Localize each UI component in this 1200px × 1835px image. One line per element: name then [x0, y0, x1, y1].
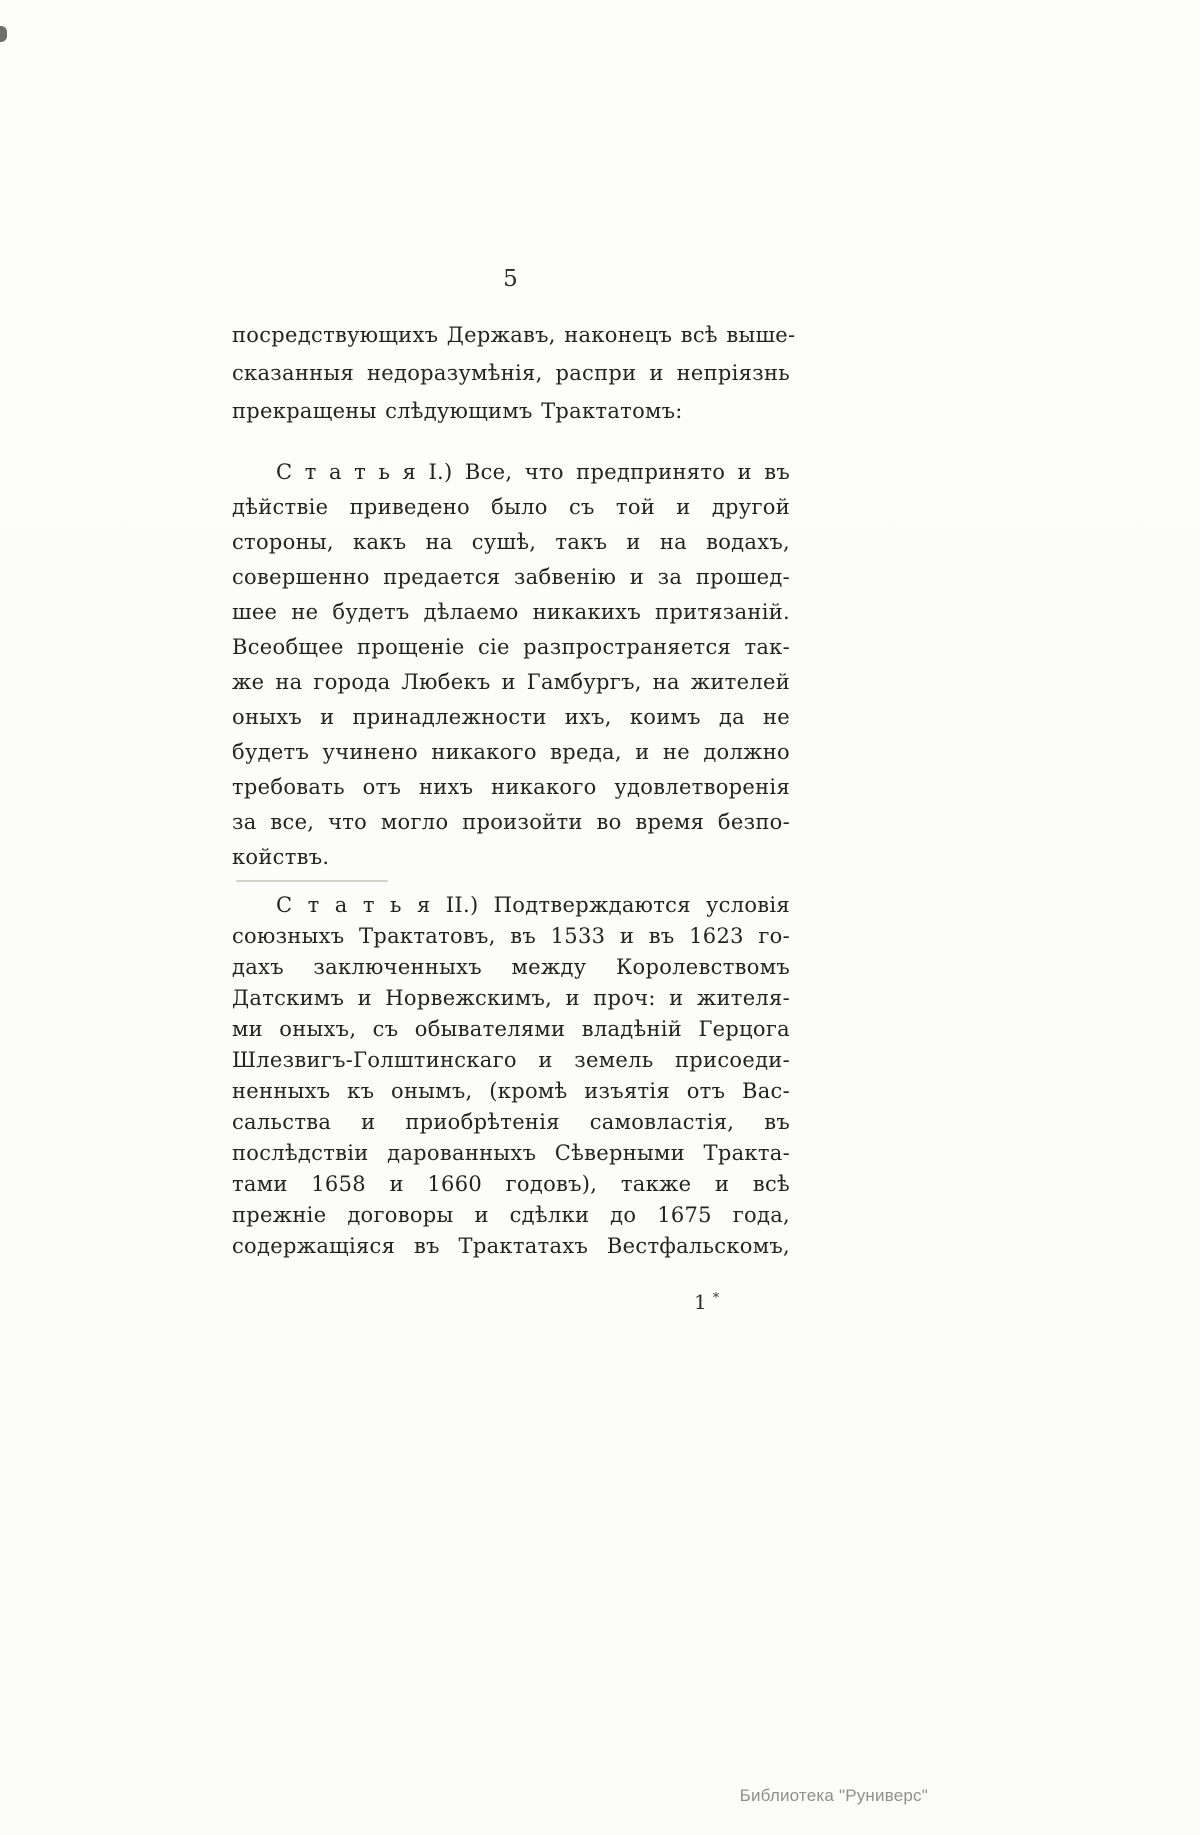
page-number: 5 [503, 266, 519, 292]
paragraph-intro [232, 316, 796, 430]
text-line: прежніе договоры и сдѣлки до 1675 года, [232, 1203, 790, 1227]
text-line: Датскимъ и Норвежскимъ, и проч: и жителя- [232, 986, 790, 1010]
text-line: же на города Любекъ и Гамбургъ, на жителей [232, 670, 790, 694]
text-line: послѣдствіи дарованныхъ Сѣверными Тракта- [232, 1141, 790, 1165]
text-line: ненныхъ къ онымъ, (кромѣ изъятія отъ Вас- [232, 1079, 790, 1103]
text-line: С т а т ь я II.) Подтверждаются условія [276, 893, 790, 917]
scan-artifact-line [236, 880, 388, 882]
text-line: сказанныя недоразумѣнія, распри и непріязнь [232, 361, 790, 385]
text-line: дахъ заключенныхъ между Королевствомъ [232, 955, 790, 979]
printer-signature [694, 1290, 719, 1314]
text-line: будетъ учинено никакого вреда, и не должно [232, 740, 790, 764]
text-line: союзныхъ Трактатовъ, въ 1533 и въ 1623 го- [232, 924, 790, 948]
signature-mark: * [712, 1291, 720, 1306]
text-line: Всеобщее прощеніе сіе разпространяется так- [232, 635, 790, 659]
text-line: посредствующихъ Державъ, наконецъ всѣ выше- [232, 323, 796, 347]
library-watermark: Библиотека "Руниверс" [739, 1786, 928, 1805]
text-line: сальства и приобрѣтенія самовластія, въ [232, 1110, 790, 1134]
scan-edge-speck [0, 26, 7, 42]
text-line: тами 1658 и 1660 годовъ), также и всѣ [232, 1172, 790, 1196]
text-line: стороны, какъ на сушѣ, такъ и на водахъ, [232, 530, 790, 554]
text-line: Шлезвигъ-Голштинскаго и земель присоеди- [232, 1048, 790, 1072]
text-line: содержащіяся въ Трактатахъ Вестфальскомъ, [232, 1234, 790, 1258]
signature-number: 1 [694, 1290, 707, 1314]
text-line: оныхъ и принадлежности ихъ, коимъ да не [232, 705, 790, 729]
text-block [232, 316, 796, 1262]
text-line: совершенно предается забвенію и за прошед- [232, 565, 790, 589]
paragraph-article-1 [232, 455, 790, 875]
text-line: дѣйствіе приведено было съ той и другой [232, 495, 790, 519]
paragraph-article-2 [232, 890, 790, 1262]
text-line: ми оныхъ, съ обывателями владѣній Герцога [232, 1017, 790, 1041]
text-line: койствъ. [232, 845, 330, 869]
text-line: за все, что могло произойти во время безпо- [232, 810, 790, 834]
text-line: С т а т ь я I.) Все, что предпринято и въ [276, 460, 790, 484]
text-line: шее не будетъ дѣлаемо никакихъ притязаній. [232, 600, 790, 624]
text-line: прекращены слѣдующимъ Трактатомъ: [232, 399, 683, 423]
text-line: требовать отъ нихъ никакого удовлетворенія [232, 775, 790, 799]
